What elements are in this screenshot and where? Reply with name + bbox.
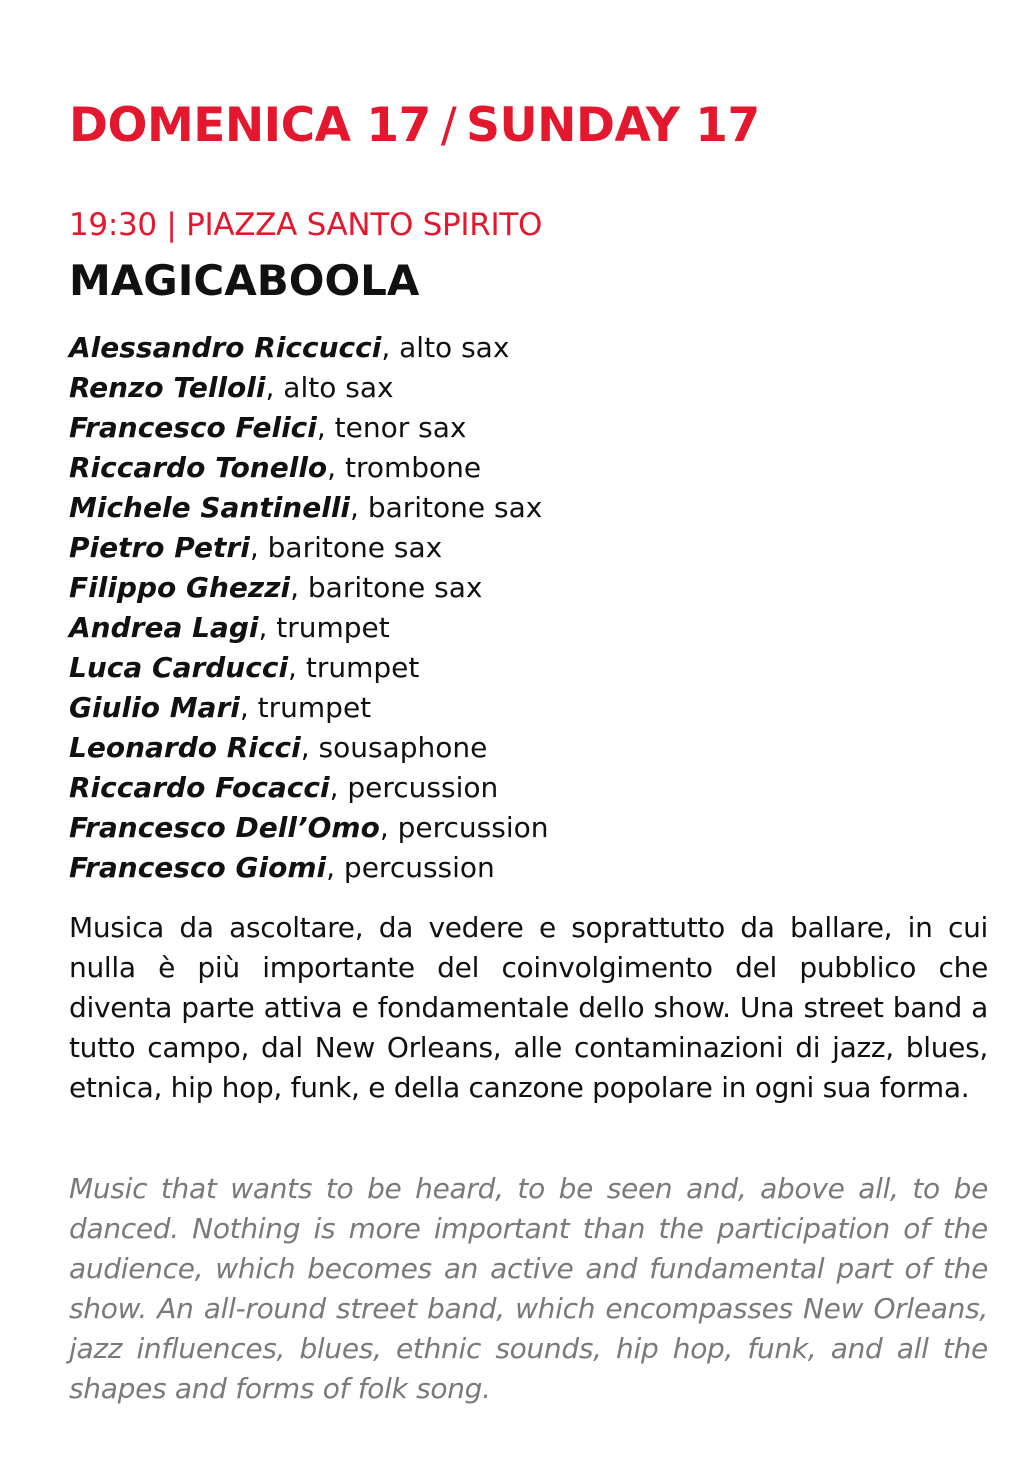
performer-name: Riccardo Focacci (69, 771, 330, 804)
performer-name: Riccardo Tonello (69, 451, 328, 484)
performer-instrument: , trumpet (288, 651, 420, 684)
performer-instrument: , tenor sax (316, 411, 467, 444)
event-time-place: 19:30 | PIAZZA SANTO SPIRITO (69, 207, 543, 243)
day-title-english: SUNDAY 17 (466, 98, 760, 153)
lineup-list (69, 328, 548, 888)
performer-instrument: , baritone sax (290, 571, 483, 604)
performer-name: Francesco Felici (69, 411, 317, 444)
description-english: Music that wants to be heard, to be seen and, above all, to be danced. Nothing is more important than the participation of the audience, which becomes an active and fundamental part of the show. An all-round street band, which encompasses New Orleans, jazz influences, blues, ethnic sounds, hip hop, funk, and all the shapes and forms of folk song. (69, 1172, 988, 1405)
event-name: MAGICABOOLA (69, 256, 420, 305)
performer-instrument: , baritone sax (350, 491, 543, 524)
performer-name: Pietro Petri (69, 531, 250, 564)
performer-instrument: , trombone (327, 451, 482, 484)
performer-instrument: , sousaphone (300, 731, 488, 764)
day-title (69, 98, 760, 154)
lineup-item (69, 808, 548, 848)
performer-name: Francesco Dell’Omo (69, 811, 380, 844)
lineup-item (69, 488, 548, 528)
lineup-item (69, 688, 548, 728)
performer-instrument: , trumpet (258, 611, 390, 644)
day-title-separator: / (440, 98, 457, 153)
lineup-item (69, 448, 548, 488)
lineup-item (69, 728, 548, 768)
performer-instrument: , percussion (326, 851, 495, 884)
lineup-item (69, 408, 548, 448)
lineup-item (69, 648, 548, 688)
performer-instrument: , trumpet (239, 691, 372, 724)
performer-name: Andrea Lagi (69, 611, 259, 644)
performer-name: Michele Santinelli (69, 491, 351, 524)
lineup-item (69, 608, 548, 648)
description-italian: Musica da ascoltare, da vedere e soprattutto da ballare, in cui nulla è più importante del coinvolgimento del pubblico che diventa parte attiva e fondamentale dello show. Una street band a tutto campo, dal New Orleans, alle contaminazioni di jazz, blues, etnica, hip hop, funk, e della canzone popolare in ogni sua forma. (69, 911, 988, 1104)
performer-name: Leonardo Ricci (69, 731, 301, 764)
performer-instrument: , baritone sax (249, 531, 443, 564)
performer-instrument: , alto sax (265, 371, 394, 404)
performer-name: Filippo Ghezzi (69, 571, 291, 604)
lineup-item (69, 368, 548, 408)
lineup-item (69, 528, 548, 568)
performer-instrument: , percussion (379, 811, 549, 844)
performer-name: Giulio Mari (69, 691, 240, 724)
performer-name: Alessandro Riccucci (69, 331, 382, 364)
performer-name: Luca Carducci (69, 651, 289, 684)
day-title-italian: DOMENICA 17 (69, 98, 431, 153)
lineup-item (69, 768, 548, 808)
lineup-item (69, 568, 548, 608)
performer-name: Francesco Giomi (69, 851, 327, 884)
lineup-item (69, 328, 548, 368)
performer-instrument: , percussion (329, 771, 499, 804)
lineup-item (69, 848, 548, 888)
performer-name: Renzo Telloli (69, 371, 266, 404)
performer-instrument: , alto sax (381, 331, 510, 364)
